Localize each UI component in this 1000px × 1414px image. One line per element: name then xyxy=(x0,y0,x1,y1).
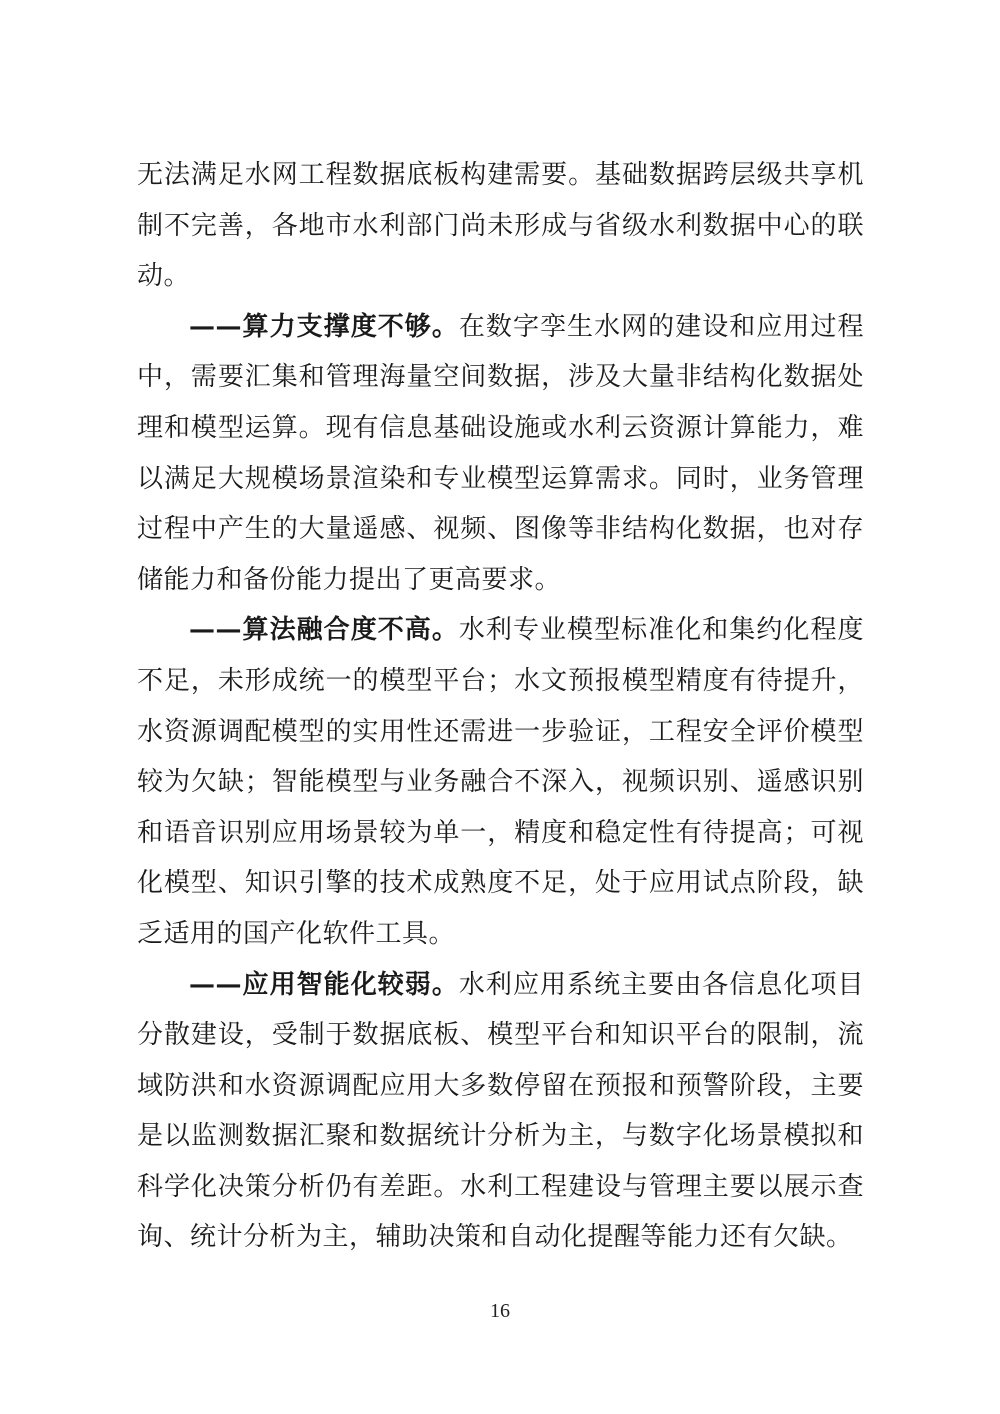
paragraph-lead-heading: ——算力支撑度不够。 xyxy=(189,311,459,342)
paragraph-continuation xyxy=(137,150,864,302)
paragraph-lead-heading: ——应用智能化较弱。 xyxy=(189,969,459,1000)
paragraph-text: 水利应用系统主要由各信息化项目分散建设，受制于数据底板、模型平台和知识平台的限制，流域防洪和水资源调配应用大多数停留在预报和预警阶段，主要是以监测数据汇聚和数据统计分析为主，与数字化场景模拟和科学化决策分析仍有差距。水利工程建设与管理主要以展示查询、统计分析为主，辅助决策和自动化提醒等能力还有欠缺。 xyxy=(137,969,864,1253)
paragraph-text: 无法满足水网工程数据底板构建需要。基础数据跨层级共享机制不完善，各地市水利部门尚未形成与省级水利数据中心的联动。 xyxy=(137,160,864,292)
paragraph-algorithm-integration xyxy=(137,605,864,959)
paragraph-computing-power xyxy=(137,302,864,606)
page-number: 16 xyxy=(490,1300,510,1322)
body-text xyxy=(137,150,864,1263)
paragraph-text: 在数字孪生水网的建设和应用过程中，需要汇集和管理海量空间数据，涉及大量非结构化数据处理和模型运算。现有信息基础设施或水利云资源计算能力，难以满足大规模场景渲染和专业模型运算需求。同时，业务管理过程中产生的大量遥感、视频、图像等非结构化数据，也对存储能力和备份能力提出了更高要求。 xyxy=(137,311,864,595)
paragraph-lead-heading: ——算法融合度不高。 xyxy=(189,615,459,646)
paragraph-application-intelligence xyxy=(137,960,864,1264)
paragraph-text: 水利专业模型标准化和集约化程度不足，未形成统一的模型平台；水文预报模型精度有待提升，水资源调配模型的实用性还需进一步验证，工程安全评价模型较为欠缺；智能模型与业务融合不深入，视频识别、遥感识别和语音识别应用场景较为单一，精度和稳定性有待提高；可视化模型、知识引擎的技术成熟度不足，处于应用试点阶段，缺乏适用的国产化软件工具。 xyxy=(137,615,864,949)
